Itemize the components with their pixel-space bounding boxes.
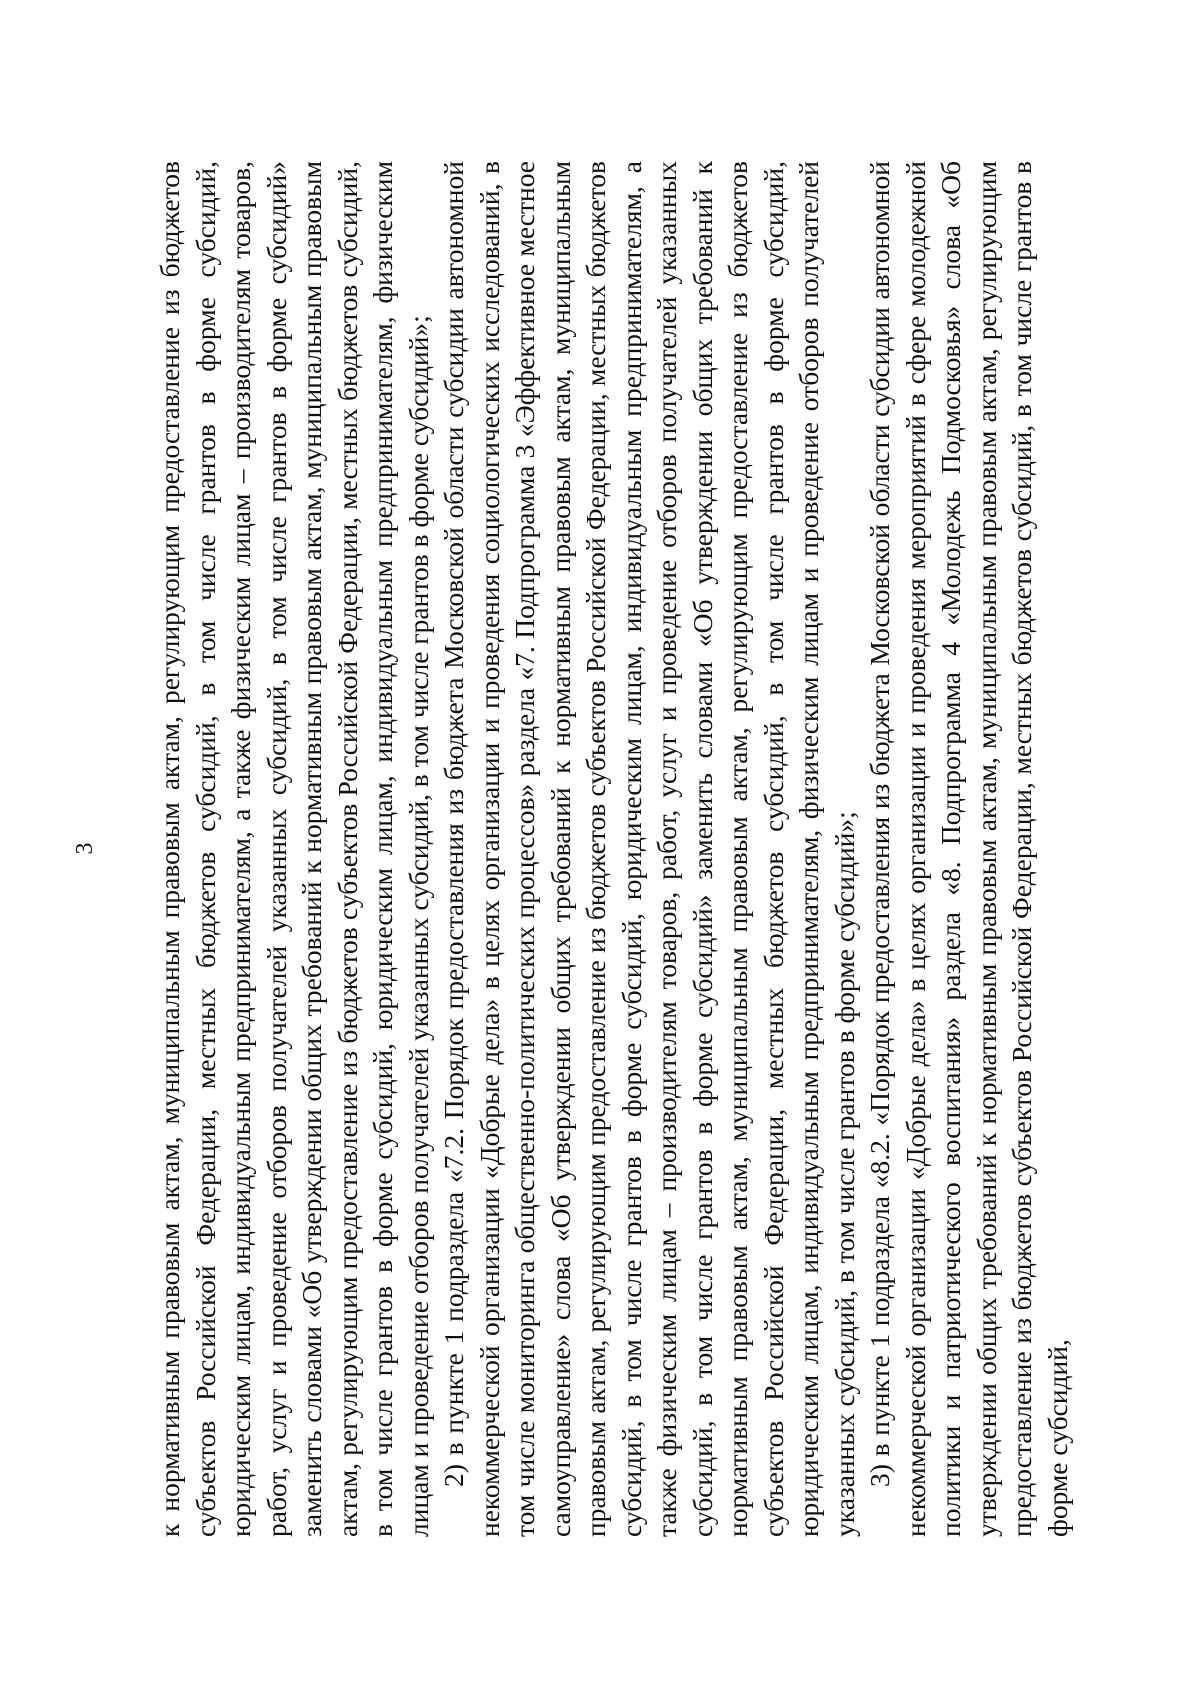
paragraph-3: 3) в пункте 1 подраздела «8.2. «Порядок предоставления из бюджета Московской области субсидии автономной некоммерческой организации «Добрые дела» в целях организации и проведения мероприятий в сфере молодежной политики и патриотического воспитания» раздела «8. Подпрограмма 4 «Молодежь Подмосковья» слова «Об утверждении общих требований к нормативным правовым актам, муниципальным правовым актам, регулирующим предоставление из бюджетов субъектов Российской Федерации, местных бюджетов субсидий, в том числе грантов в форме субсидий,: [864, 161, 1073, 1537]
body-text: [152, 161, 1075, 1537]
paragraph-2: 2) в пункте 1 подраздела «7.2. Порядок предоставления из бюджета Московской области субсидии автономной некоммерческой организации «Добрые дела» в целях организации и проведения социологических исследований, в том числе мониторинга общественно-политических процессов» раздела «7. Подпрограмма 3 «Эффективное местное самоуправление» слова «Об утверждении общих требований к нормативным правовым актам, муниципальным правовым актам, регулирующим предоставление из бюджетов субъектов Российской Федерации, местных бюджетов субсидий, в том числе грантов в форме субсидий, юридическим лицам, индивидуальным предпринимателям, а также физическим лицам – производителям товаров, работ, услуг и проведение отборов получателей указанных субсидий, в том числе грантов в форме субсидий» заменить словами «Об утверждении общих требований к нормативным правовым актам, муниципальным правовым актам, регулирующим предоставление из бюджетов субъектов Российской Федерации, местных бюджетов субсидий, в том числе грантов в форме субсидий, юридическим лицам, индивидуальным предпринимателям, физическим лицам и проведение отборов получателей указанных субсидий, в том числе грантов в форме субсидий»;: [438, 161, 860, 1537]
page-number: 3: [72, 842, 98, 855]
paragraph-1: к нормативным правовым актам, муниципальным правовым актам, регулирующим предоставление из бюджетов субъектов Российской Федерации, местных бюджетов субсидий, в том числе грантов в форме субсидий, юридическим лицам, индивидуальным предпринимателям, а также физическим лицам – производителям товаров, работ, услуг и проведение отборов получателей указанных субсидий, в том числе грантов в форме субсидий» заменить словами «Об утверждении общих требований к нормативным правовым актам, муниципальным правовым актам, регулирующим предоставление из бюджетов субъектов Российской Федерации, местных бюджетов субсидий, в том числе грантов в форме субсидий, юридическим лицам, индивидуальным предпринимателям, физическим лицам и проведение отборов получателей указанных субсидий, в том числе грантов в форме субсидий»;: [154, 161, 434, 1537]
